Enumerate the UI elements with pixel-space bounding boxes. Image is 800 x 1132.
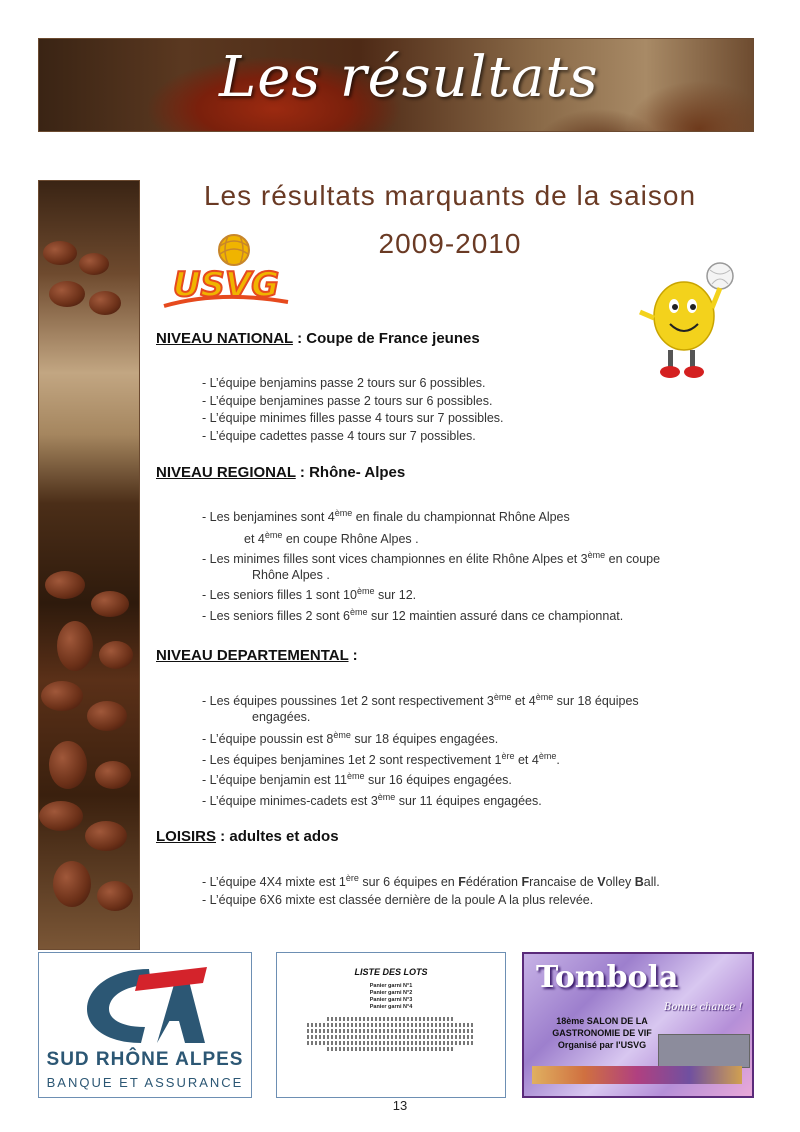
section-departemental-label: NIVEAU DEPARTEMENTAL xyxy=(156,647,349,664)
section-regional-heading xyxy=(156,464,405,481)
credit-agricole-logo-text: CA xyxy=(145,1021,147,1022)
lots-list-card xyxy=(276,952,506,1098)
section-loisirs-subtitle: adultes et ados xyxy=(229,828,339,845)
lot-item: Panier garni N°4 xyxy=(369,1004,413,1010)
lots-fine-print xyxy=(297,1015,485,1053)
list-item-continuation: Rhône Alpes . xyxy=(252,568,330,582)
list-item: - Les seniors filles 1 sont 10ème sur 12. xyxy=(202,586,417,603)
ca-subtitle: BANQUE ET ASSURANCE xyxy=(46,1075,244,1090)
title-banner xyxy=(38,38,754,132)
section-loisirs-heading xyxy=(156,828,339,845)
section-regional-label: NIVEAU REGIONAL xyxy=(156,464,296,481)
volleyball-mascot-image xyxy=(628,258,738,384)
list-item-continuation: engagées. xyxy=(252,710,311,724)
season-heading: 2009-2010 xyxy=(378,228,522,259)
lots-title: LISTE DES LOTS xyxy=(354,967,428,977)
lots-items xyxy=(277,983,505,1011)
list-item: - Les seniors filles 2 sont 6ème sur 12 maintien assuré dans ce championnat. xyxy=(202,607,624,624)
tombola-flyer xyxy=(522,952,754,1098)
section-departemental-heading xyxy=(156,647,358,664)
lot-item: Panier garni N°1 xyxy=(369,983,413,989)
banner-title: Les résultats xyxy=(219,45,599,110)
lot-item: Panier garni N°3 xyxy=(369,997,413,1003)
prize-strip-image xyxy=(532,1066,742,1084)
lot-item: Panier garni N°2 xyxy=(369,990,413,996)
tombola-line: 18ème SALON DE LA xyxy=(556,1016,648,1026)
ca-name: SUD RHÔNE ALPES xyxy=(46,1049,244,1070)
usvg-logo xyxy=(160,232,292,312)
list-item: - L’équipe benjamines passe 2 tours sur 6 possibles. xyxy=(202,394,493,408)
scratch-area xyxy=(658,1034,750,1068)
page-number: 13 xyxy=(392,1098,408,1113)
section-regional-separator: : xyxy=(295,464,310,481)
section-loisirs-separator: : xyxy=(216,828,230,845)
list-item: - L’équipe cadettes passe 4 tours sur 7 possibles. xyxy=(202,429,476,443)
section-departemental-separator: : xyxy=(348,647,358,664)
section-regional-subtitle: Rhône- Alpes xyxy=(309,464,406,481)
tombola-bonne-chance: Bonne chance ! xyxy=(664,1002,743,1013)
list-item: - L’équipe 4X4 mixte est 1ère sur 6 équipes en Fédération Francaise de Volley Ball. xyxy=(202,873,660,890)
list-item: - L’équipe 6X6 mixte est classée dernière de la poule A la plus relevée. xyxy=(202,893,594,907)
list-item: - L’équipe minimes filles passe 4 tours sur 7 possibles. xyxy=(202,411,504,425)
list-item: - Les minimes filles sont vices championnes en élite Rhône Alpes et 3ème en coupe xyxy=(202,550,661,567)
section-loisirs-label: LOISIRS xyxy=(156,828,217,845)
list-item-continuation: et 4ème en coupe Rhône Alpes . xyxy=(244,530,419,547)
tombola-line: GASTRONOMIE DE VIF xyxy=(552,1028,652,1038)
list-item: - L’équipe minimes-cadets est 3ème sur 11 équipes engagées. xyxy=(202,792,542,809)
section-national-separator: : xyxy=(292,330,307,347)
tombola-line: Organisé par l'USVG xyxy=(557,1040,647,1050)
credit-agricole-ad xyxy=(38,952,252,1098)
usvg-logo-text: USVG xyxy=(172,265,280,305)
list-item: - Les équipes benjamines 1et 2 sont respectivement 1ère et 4ème. xyxy=(202,751,560,768)
list-item: - L’équipe poussin est 8ème sur 18 équipes engagées. xyxy=(202,730,499,747)
cocoa-beans-image xyxy=(38,180,140,950)
page-heading: Les résultats marquants de la saison xyxy=(203,180,697,211)
list-item: - Les benjamines sont 4ème en finale du championnat Rhône Alpes xyxy=(202,508,570,525)
tombola-title: Tombola xyxy=(536,960,679,995)
list-item: - L’équipe benjamins passe 2 tours sur 6 possibles. xyxy=(202,376,486,390)
section-national-label: NIVEAU NATIONAL xyxy=(156,330,293,347)
list-item: - Les équipes poussines 1et 2 sont respectivement 3ème et 4ème sur 18 équipes xyxy=(202,692,639,709)
section-national-subtitle: Coupe de France jeunes xyxy=(306,330,480,347)
credit-agricole-logo xyxy=(79,961,213,1049)
list-item: - L’équipe benjamin est 11ème sur 16 équipes engagées. xyxy=(202,771,512,788)
section-national-heading xyxy=(156,330,480,347)
